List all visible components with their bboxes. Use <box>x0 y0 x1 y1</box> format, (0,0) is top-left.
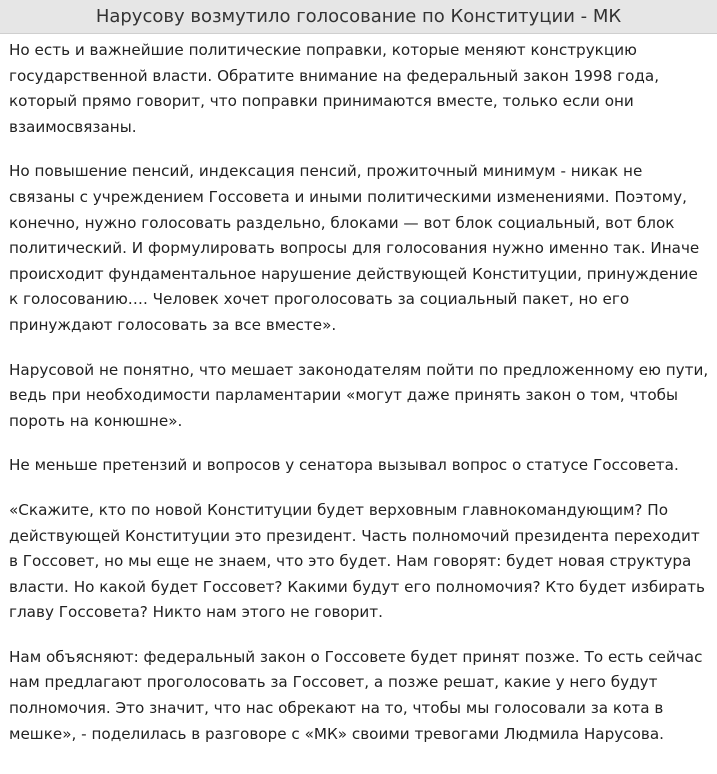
article-paragraph: Нам объясняют: федеральный закон о Госсовете будет принят позже. То есть сейчас нам предлагают проголосовать за Госсовет, а позже решат, какие у него будут полномочия. Это значит, что нас обрекают на то, чтобы мы голосовали за кота в мешке», - поделилась в разговоре с «МК» своими тревогами Людмила Нарусова. <box>9 647 703 743</box>
window-title: Нарусову возмутило голосование по Конституции - МК <box>95 6 622 27</box>
article-paragraph: Не меньше претензий и вопросов у сенатора вызывал вопрос о статусе Госсовета. <box>9 456 679 475</box>
article-paragraph: «Скажите, кто по новой Конституции будет верховным главнокомандующим? По действующей Конституции это президент. Часть полномочий президента переходит в Госсовет, но мы еще не знаем, что это будет. Нам говорят: будет новая структура власти. Но какой будет Госсовет? Какими будут его полномочия? Кто будет избирать главу Госсовета? Никто нам этого не говорит. <box>9 500 705 622</box>
article-body <box>0 34 717 747</box>
window-title-bar <box>0 0 717 34</box>
article-paragraph: Но повышение пенсий, индексация пенсий, прожиточный минимум - никак не связаны с учреждением Госсовета и иными политическими изменениями. Поэтому, конечно, нужно голосовать раздельно, блоками — вот блок социальный, вот блок политический. И формулировать вопросы для голосования нужно именно так. Иначе происходит фундаментальное нарушение действующей Конституции, принуждение к голосованию…. Человек хочет проголосовать за социальный пакет, но его принуждают голосовать за все вместе». <box>9 162 700 334</box>
article-paragraph: Но есть и важнейшие политические поправки, которые меняют конструкцию государственной власти. Обратите внимание на федеральный закон 1998 года, который прямо говорит, что поправки принимаются вместе, только если они взаимосвязаны. <box>9 41 660 136</box>
article-paragraph: Нарусовой не понятно, что мешает законодателям пойти по предложенному ею пути, ведь при необходимости парламентарии «могут даже принять закон о том, чтобы пороть на конюшне». <box>9 360 709 430</box>
